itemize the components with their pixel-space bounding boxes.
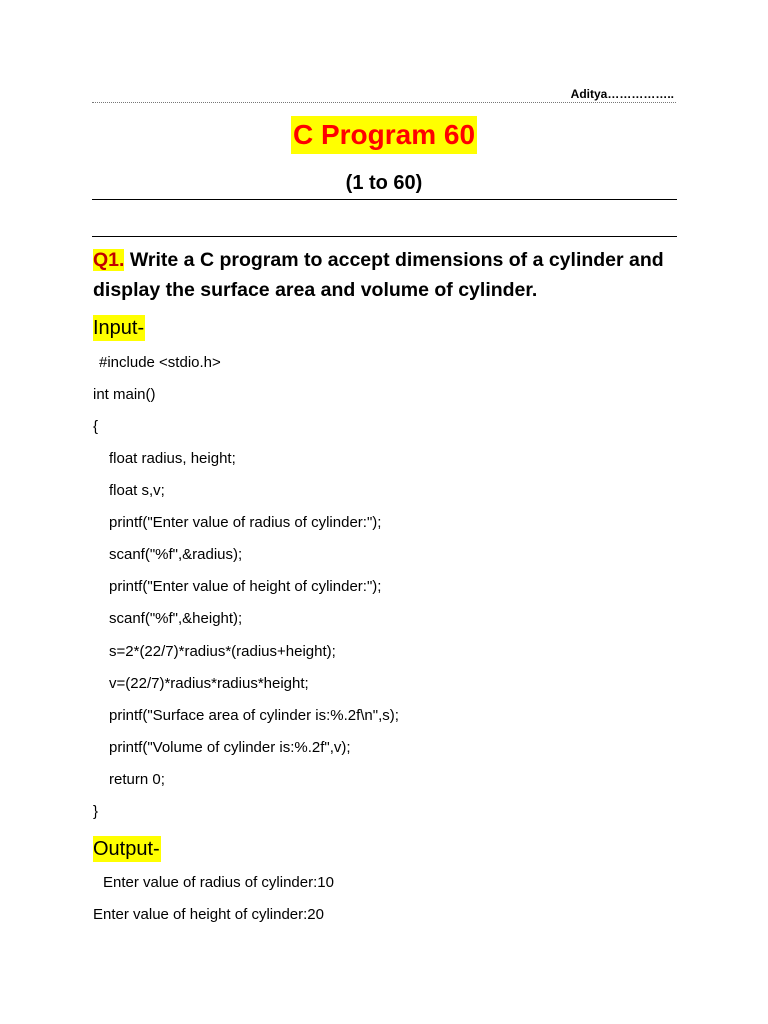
code-line: printf("Surface area of cylinder is:%.2f\n",s); xyxy=(109,707,399,724)
code-line: scanf("%f",&height); xyxy=(109,610,243,627)
code-line: printf("Enter value of height of cylinder:"); xyxy=(109,578,382,595)
code-line: printf("Volume of cylinder is:%.2f",v); xyxy=(109,739,351,756)
code-line: } xyxy=(93,803,99,820)
top-divider xyxy=(92,199,677,200)
question-number: Q1. xyxy=(93,249,125,271)
document-title: C Program 60 xyxy=(291,116,477,154)
code-line: scanf("%f",&radius); xyxy=(109,546,243,563)
code-line: float s,v; xyxy=(109,482,165,499)
output-line: Enter value of height of cylinder:20 xyxy=(93,906,324,923)
code-line: #include <stdio.h> xyxy=(99,354,221,371)
code-line: { xyxy=(93,418,99,435)
code-line: int main() xyxy=(93,386,156,403)
output-line: Enter value of radius of cylinder:10 xyxy=(103,874,334,891)
code-line: s=2*(22/7)*radius*(radius+height); xyxy=(109,643,336,660)
question-text: Write a C program to accept dimensions of a cylinder and display the surface area and volume of cylinder. xyxy=(93,249,664,301)
code-line: return 0; xyxy=(109,771,165,788)
document-subtitle: (1 to 60) xyxy=(345,172,423,194)
output-label: Output- xyxy=(93,838,160,860)
input-label: Input- xyxy=(93,317,145,339)
author-line xyxy=(92,86,676,103)
second-divider xyxy=(92,236,677,237)
question-block xyxy=(93,245,683,305)
code-line: float radius, height; xyxy=(109,450,236,467)
code-line: printf("Enter value of radius of cylinder:"); xyxy=(109,514,382,531)
code-line: v=(22/7)*radius*radius*height; xyxy=(109,675,309,692)
title-wrap xyxy=(0,116,768,154)
author-name: Aditya…………….. xyxy=(570,87,674,101)
